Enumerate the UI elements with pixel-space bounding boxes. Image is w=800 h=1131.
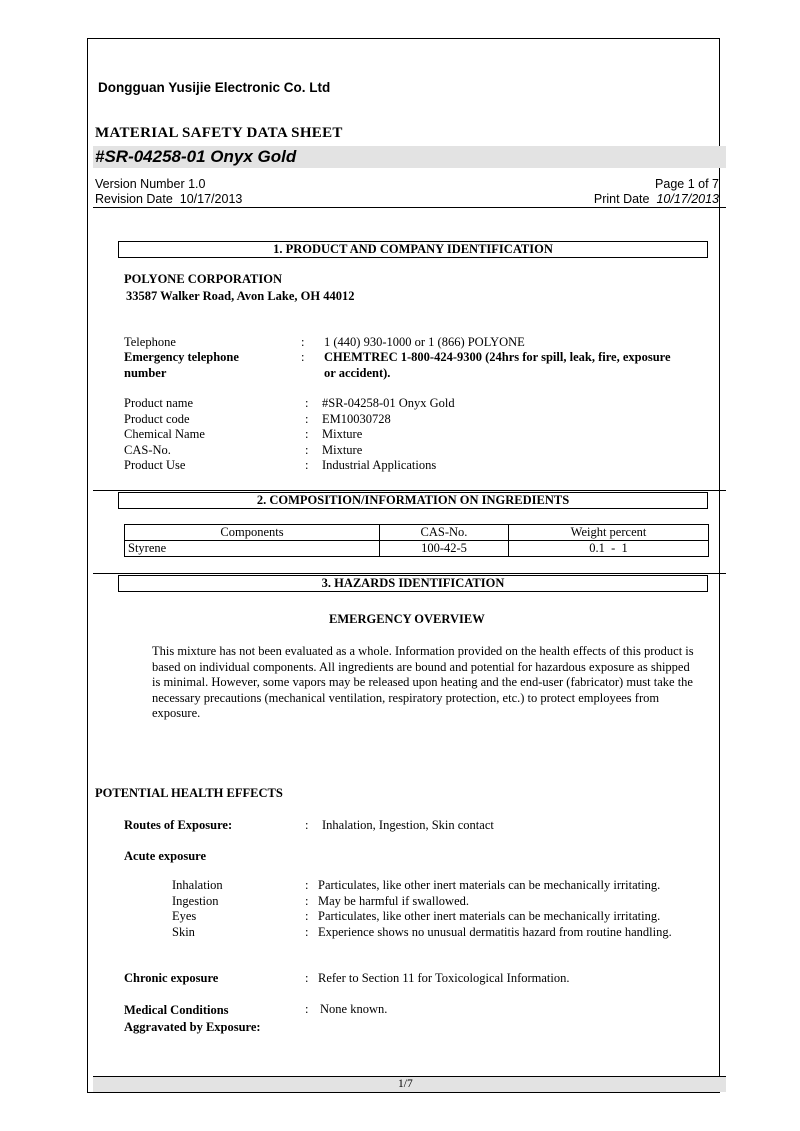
chronic-exposure-label: Chronic exposure	[124, 971, 219, 985]
field-value-chemical-name: Mixture	[322, 427, 363, 441]
table-header-components: Components	[125, 525, 380, 541]
acute-value-eyes: Particulates, like other inert materials can be mechanically irritating.	[318, 909, 661, 923]
emergency-label-line2: number	[124, 365, 167, 380]
acute-value-skin: Experience shows no unusual dermatitis hazard from routine handling.	[318, 924, 672, 939]
emergency-value-line1: CHEMTREC 1-800-424-9300 (24hrs for spill, leak, fire, exposure	[324, 350, 671, 364]
emergency-label	[124, 350, 239, 381]
colon: :	[305, 458, 309, 472]
product-fields-labels	[124, 396, 205, 474]
table-header-cas: CAS-No.	[380, 525, 509, 541]
acute-exposure-title: Acute exposure	[124, 849, 207, 863]
acute-value-inhalation: Particulates, like other inert materials can be mechanically irritating.	[318, 878, 661, 892]
company-name: Dongguan Yusijie Electronic Co. Ltd	[98, 80, 331, 95]
table-row	[125, 541, 709, 557]
colon: :	[305, 442, 309, 457]
emergency-label-line1: Emergency telephone	[124, 350, 239, 364]
acute-label-inhalation: Inhalation	[172, 878, 223, 892]
emergency-overview-title: EMERGENCY OVERVIEW	[329, 612, 485, 626]
colon: :	[305, 411, 309, 426]
emergency-value	[324, 350, 671, 381]
version-number: Version Number 1.0	[95, 177, 206, 191]
section2-title: 2. COMPOSITION/INFORMATION ON INGREDIENTS	[118, 492, 708, 509]
acute-label-ingestion: Ingestion	[172, 893, 219, 908]
field-value-cas-no: Mixture	[322, 442, 363, 457]
field-label-product-code: Product code	[124, 411, 190, 426]
colon: :	[305, 878, 309, 892]
print-value: 10/17/2013	[656, 192, 719, 206]
medical-conditions-label	[124, 1002, 261, 1036]
medical-conditions-value: None known.	[320, 1002, 388, 1016]
field-label-product-use: Product Use	[124, 458, 186, 472]
acute-label-skin: Skin	[172, 924, 195, 939]
section3-title: 3. HAZARDS IDENTIFICATION	[118, 575, 708, 592]
section-divider	[93, 490, 726, 491]
acute-label-eyes: Eyes	[172, 909, 197, 923]
medical-label-line2: Aggravated by Exposure:	[124, 1020, 261, 1034]
colon: :	[305, 818, 309, 832]
colon: :	[305, 924, 309, 939]
footer-divider	[93, 1076, 726, 1077]
emergency-overview-text: This mixture has not been evaluated as a whole. Information provided on the health effects of this product is based on individual components. All ingredients are bound and potential for hazardous exposure as shipped is minimal. However, some vapors may be released upon heating and the end-user (fabricator) must take the necessary precautions (mechanical ventilation, respiratory protection, etc.) to protect employees from exposure.	[152, 644, 694, 720]
acute-values	[318, 878, 672, 940]
colon: :	[301, 350, 305, 364]
telephone-value: 1 (440) 930-1000 or 1 (866) POLYONE	[324, 335, 525, 349]
table-header-row	[125, 525, 709, 541]
header-divider	[93, 207, 726, 208]
routes-label: Routes of Exposure:	[124, 818, 233, 832]
section1-title: 1. PRODUCT AND COMPANY IDENTIFICATION	[118, 241, 708, 258]
product-title: #SR-04258-01 Onyx Gold	[95, 147, 297, 166]
telephone-label: Telephone	[124, 335, 176, 349]
section-divider	[93, 573, 726, 574]
acute-labels	[172, 878, 223, 940]
revision-label: Revision Date	[95, 192, 173, 206]
colon: :	[305, 971, 309, 985]
colon: :	[305, 427, 309, 441]
product-fields-colons	[305, 396, 308, 474]
emergency-value-line2: or accident).	[324, 365, 391, 380]
field-value-product-name: #SR-04258-01 Onyx Gold	[322, 396, 455, 410]
ingredients-table	[124, 524, 709, 557]
field-label-product-name: Product name	[124, 396, 194, 410]
medical-label-line1: Medical Conditions	[124, 1003, 229, 1017]
corp-name: POLYONE CORPORATION	[124, 272, 283, 286]
field-value-product-use: Industrial Applications	[322, 458, 437, 472]
document-title: MATERIAL SAFETY DATA SHEET	[95, 125, 343, 141]
acute-colons	[305, 878, 308, 940]
page-indicator: Page 1 of 7	[655, 177, 719, 191]
routes-value: Inhalation, Ingestion, Skin contact	[322, 818, 494, 832]
table-cell-weight: 0.1 - 1	[509, 541, 709, 557]
colon: :	[301, 335, 305, 349]
print-label: Print Date	[593, 192, 650, 206]
revision-value: 10/17/2013	[179, 192, 243, 206]
field-value-product-code: EM10030728	[322, 411, 391, 426]
print-date	[594, 192, 719, 206]
page-number: 1/7	[398, 1078, 413, 1090]
colon: :	[305, 909, 309, 923]
product-fields-values	[322, 396, 455, 474]
colon: :	[305, 396, 309, 410]
corp-address: 33587 Walker Road, Avon Lake, OH 44012	[126, 289, 355, 303]
colon: :	[305, 1002, 309, 1016]
chronic-exposure-value: Refer to Section 11 for Toxicological Information.	[318, 971, 570, 985]
revision-date	[95, 192, 242, 206]
health-effects-title: POTENTIAL HEALTH EFFECTS	[95, 786, 283, 800]
field-label-chemical-name: Chemical Name	[124, 427, 205, 441]
colon: :	[305, 893, 309, 908]
table-cell-cas: 100-42-5	[380, 541, 509, 557]
table-cell-component: Styrene	[125, 541, 380, 557]
field-label-cas-no: CAS-No.	[124, 442, 171, 457]
table-header-weight: Weight percent	[509, 525, 709, 541]
acute-value-ingestion: May be harmful if swallowed.	[318, 893, 470, 908]
